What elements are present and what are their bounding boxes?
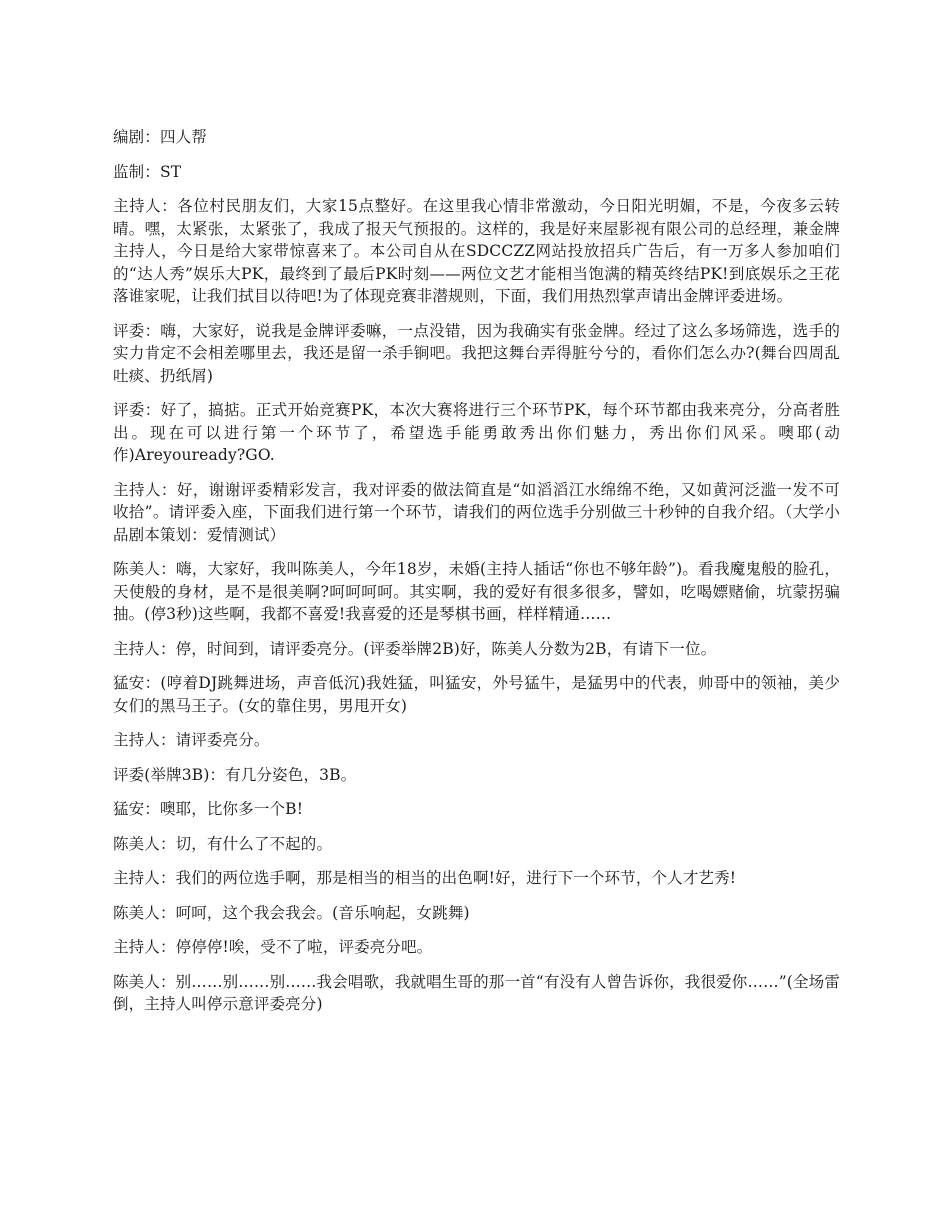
script-line: 猛安：噢耶，比你多一个B! [113,800,304,818]
credit-producer: 监制：ST [113,162,182,181]
script-line: 陈美人：别……别……别……我会唱歌，我就唱生哥的那一首“有没有人曾告诉你，我很爱你……”(全场雷倒，主持人叫停示意评委亮分) [113,972,840,1013]
script-line: 主持人：停，时间到，请评委亮分。(评委举牌2B)好，陈美人分数为2B，有请下一位。 [113,639,717,658]
script-line: 主持人：好，谢谢评委精彩发言，我对评委的做法简直是“如滔滔江水绵绵不绝，又如黄河泛滥一发不可收拾”。请评委入座，下面我们进行第一个环节，请我们的两位选手分别做三十秒钟的自我介绍。（大学小品剧本策划：爱情测试） [113,480,840,544]
script-line: 主持人：停停停!唉，受不了啦，评委亮分吧。 [113,938,433,956]
script-line: 评委：嗨，大家好，说我是金牌评委嘛，一点没错，因为我确实有张金牌。经过了这么多场筛选，选手的实力肯定不会相差哪里去，我还是留一杀手锏吧。我把这舞台弄得脏兮兮的，看你们怎么办?(舞台四周乱吐痰、扔纸屑) [113,321,840,385]
script-line: 主持人：我们的两位选手啊，那是相当的相当的出色啊!好，进行下一个环节，个人才艺秀! [113,869,737,887]
script-line: 陈美人：切，有什么了不起的。 [113,834,333,853]
script-line: 评委：好了，搞掂。正式开始竞赛PK，本次大赛将进行三个环节PK，每个环节都由我来亮分，分高者胜出。现在可以进行第一个环节了，希望选手能勇敢秀出你们魅力，秀出你们风采。噢耶(动作)Areyouready?GO. [113,401,840,464]
credit-screenwriter: 编剧：四人帮 [113,128,207,146]
script-line: 主持人：各位村民朋友们，大家15点整好。在这里我心情非常激动，今日阳光明媚，不是，今夜多云转晴。嘿，太紧张，太紧张了，我成了报天气预报的。这样的，我是好来屋影视有限公司的总经理，兼金牌主持人，今日是给大家带惊喜来了。本公司自从在SDCCZZ网站投放招兵广告后，有一万多人参加咱们的“达人秀”娱乐大PK，最终到了最后PK时刻——两位文艺才能相当饱满的精英终结PK!到底娱乐之王花落谁家呢，让我们拭目以待吧!为了体现竞赛非潜规则，下面，我们用热烈掌声请出金牌评委进场。 [113,197,840,305]
script-line: 陈美人：呵呵，这个我会我会。(音乐响起，女跳舞) [113,903,470,922]
script-line: 陈美人：嗨，大家好，我叫陈美人，今年18岁，未婚(主持人插话“你也不够年龄”)。看我魔鬼般的脸孔，天使般的身材，是不是很美啊?呵呵呵呵。其实啊，我的爱好有很多很多，譬如，吃喝嫖赌偷，坑蒙拐骗抽。(停3秒)这些啊，我都不喜爱!我喜爱的还是琴棋书画，样样精通…… [113,560,840,623]
script-line: 主持人：请评委亮分。 [113,731,270,749]
script-line: 猛安：(哼着DJ跳舞进场，声音低沉)我姓猛，叫猛安，外号猛牛，是猛男中的代表，帅哥中的领袖，美少女们的黑马王子。(女的靠住男，男甩开女) [113,674,840,715]
script-line: 评委(举牌3B)：有几分姿色，3B。 [113,765,357,784]
document-page [113,126,840,1028]
